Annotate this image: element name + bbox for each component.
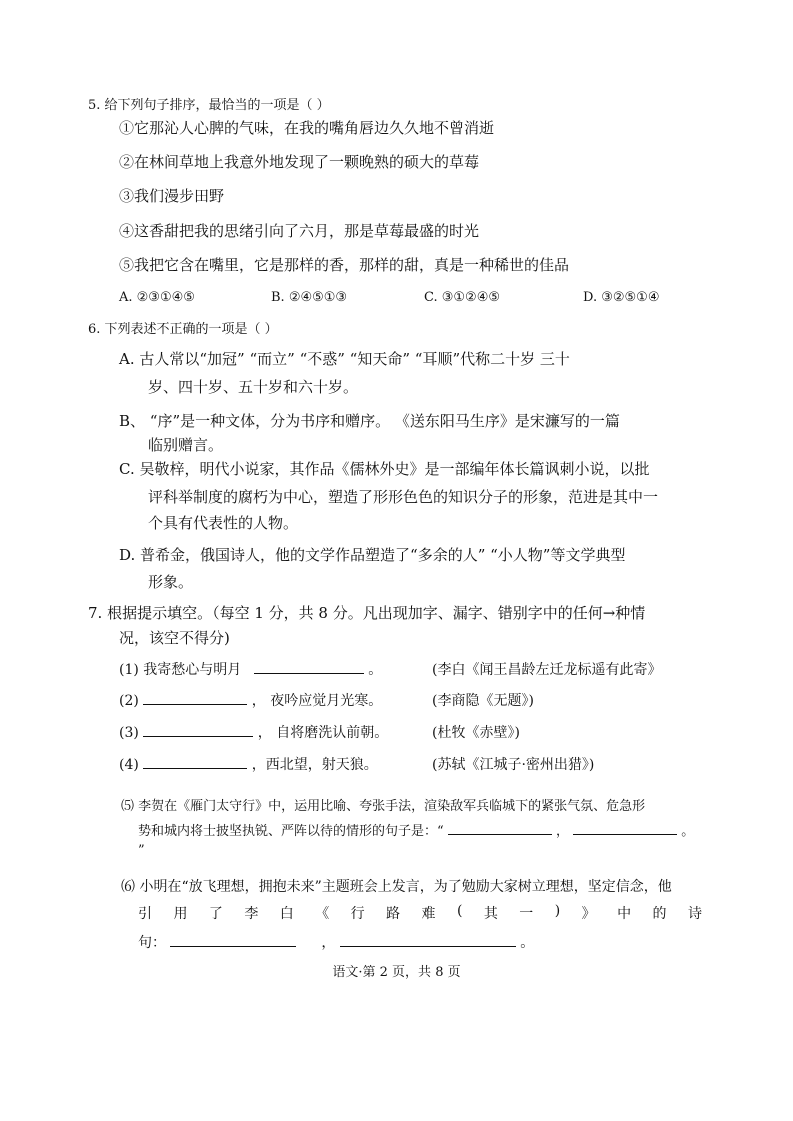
q7-stem-line2: 况，该空不得分) <box>119 629 230 647</box>
q5-stem: 5. 给下列句子排序，最恰当的一项是（ ） <box>88 98 330 113</box>
q7-item-3-source: (杜牧《赤壁》) <box>432 725 520 741</box>
q6-option-a-line1: A. 古人常以“加冠” “而立” “不惑” “知天命” “耳顺”代称二十岁 三十 <box>119 350 570 368</box>
item-number: (1) <box>119 662 139 678</box>
item-number: (2) <box>119 693 139 709</box>
item-text-after: ，西北望，射天狼。 <box>251 757 378 773</box>
q5-option-c: C. ③①②④⑤ <box>424 290 501 305</box>
q5-option-a: A. ②③①④⑤ <box>119 290 195 305</box>
q7-item-6-line3 <box>138 932 534 952</box>
item-6-end: 。 <box>520 935 535 951</box>
q7-item-1 <box>119 659 382 679</box>
q6-option-c-line1: C. 吴敬梓，明代小说家，其作品《儒林外史》是一部编年体长篇讽刺小说，以批 <box>119 460 650 478</box>
answer-blank[interactable] <box>143 703 247 705</box>
answer-blank[interactable] <box>340 945 516 947</box>
q5-option-d: D. ③②⑤①④ <box>583 290 660 305</box>
char: 《 <box>315 906 330 922</box>
q5-option-b: B. ②④⑤①③ <box>271 290 348 305</box>
item-text-after: ， 自将磨洗认前朝。 <box>257 725 389 741</box>
answer-blank[interactable] <box>143 767 247 769</box>
char: 李 <box>244 906 259 922</box>
char: 一 <box>519 906 534 922</box>
char: 难 <box>421 906 436 922</box>
q7-item-2 <box>119 690 382 710</box>
q7-item-5-line3: ” <box>138 843 145 858</box>
char: 引 <box>138 906 152 922</box>
item-5-prompt: 势和城内将士披坚执锐、严阵以待的情形的句子是：“ <box>138 824 444 839</box>
char: 其 <box>483 906 498 922</box>
q6-option-d-line1: D. 普希金，俄国诗人，他的文学作品塑造了“多余的人” “小人物”等文学典型 <box>119 546 626 564</box>
answer-blank[interactable] <box>170 945 296 947</box>
q7-item-5-line2 <box>138 820 694 839</box>
q5-sentence-5: ⑤我把它含在嘴里，它是那样的香，那样的甜，真是一种稀世的佳品 <box>119 256 570 274</box>
item-text-after: ， 夜吟应觉月光寒。 <box>251 693 383 709</box>
char: 》 <box>581 906 596 922</box>
q6-option-b-line2: 临别赠言。 <box>148 436 224 454</box>
q7-item-4 <box>119 754 378 774</box>
char: ( <box>456 903 463 919</box>
q7-item-1-source: (李白《闻王昌龄左迁龙标遥有此寄》 <box>432 662 662 678</box>
char: 行 <box>350 906 365 922</box>
page-footer: 语文·第 2 页，共 8 页 <box>332 965 461 980</box>
q5-sentence-2: ②在林间草地上我意外地发现了一颗晚熟的硕大的草莓 <box>119 153 480 171</box>
item-5-comma: ， <box>555 824 569 839</box>
answer-blank[interactable] <box>143 735 253 737</box>
char: 路 <box>386 906 401 922</box>
char: 诗 <box>687 906 702 922</box>
item-text-after: 。 <box>368 662 383 678</box>
q5-sentence-4: ④这香甜把我的思绪引向了六月，那是草莓最盛的时光 <box>119 222 480 240</box>
item-5-end: 。 <box>681 824 695 839</box>
q6-option-a-line2: 岁、四十岁、五十岁和六十岁。 <box>148 378 359 396</box>
q5-sentence-3: ③我们漫步田野 <box>119 187 225 205</box>
answer-blank[interactable] <box>254 672 364 674</box>
q6-option-c-line3: 个具有代表性的人物。 <box>148 514 299 532</box>
item-text-before: 我寄愁心与明月 <box>143 662 242 678</box>
q7-item-3 <box>119 722 388 742</box>
char: 了 <box>208 906 223 922</box>
q6-stem: 6. 下列表述不正确的一项是（ ） <box>88 322 278 337</box>
q7-item-6-line1: ⑹ 小明在“放飞理想，拥抱未来”主题班会上发言，为了勉励大家树立理想，坚定信念，他 <box>121 879 672 895</box>
q6-option-c-line2: 评科举制度的腐朽为中心，塑造了形形色色的知识分子的形象，范进是其中一 <box>148 488 659 506</box>
item-number: (4) <box>119 757 139 773</box>
q6-option-d-line2: 形象。 <box>148 573 194 591</box>
q6-option-b-line1: B、 “序”是一种文体，分为书序和赠序。 《送东阳马生序》是宋濂写的一篇 <box>119 412 620 430</box>
char: 白 <box>279 906 294 922</box>
char: 的 <box>652 906 667 922</box>
item-number: (3) <box>119 725 139 741</box>
item-6-comma: ， <box>321 935 336 951</box>
q7-item-2-source: (李商隐《无题》) <box>432 693 534 709</box>
char: 中 <box>617 906 632 922</box>
answer-blank[interactable] <box>573 833 677 835</box>
q7-item-6-line2 <box>138 903 702 923</box>
item-6-label: 句： <box>138 935 166 951</box>
answer-blank[interactable] <box>448 833 552 835</box>
q5-sentence-1: ①它那沁人心脾的气味，在我的嘴角唇边久久地不曾消逝 <box>119 119 495 137</box>
q7-item-4-source: (苏轼《江城子·密州出猎》) <box>432 757 595 773</box>
char: 用 <box>173 906 188 922</box>
q7-item-5-line1: ⑸ 李贺在《雁门太守行》中，运用比喻、夸张手法，渲染敌军兵临城下的紧张气氛、危急形 <box>121 799 646 814</box>
char: ) <box>554 903 561 919</box>
q7-stem-line1: 7. 根据提示填空。（每空 1 分，共 8 分。凡出现加字、漏字、错别字中的任何→种情 <box>88 604 646 622</box>
